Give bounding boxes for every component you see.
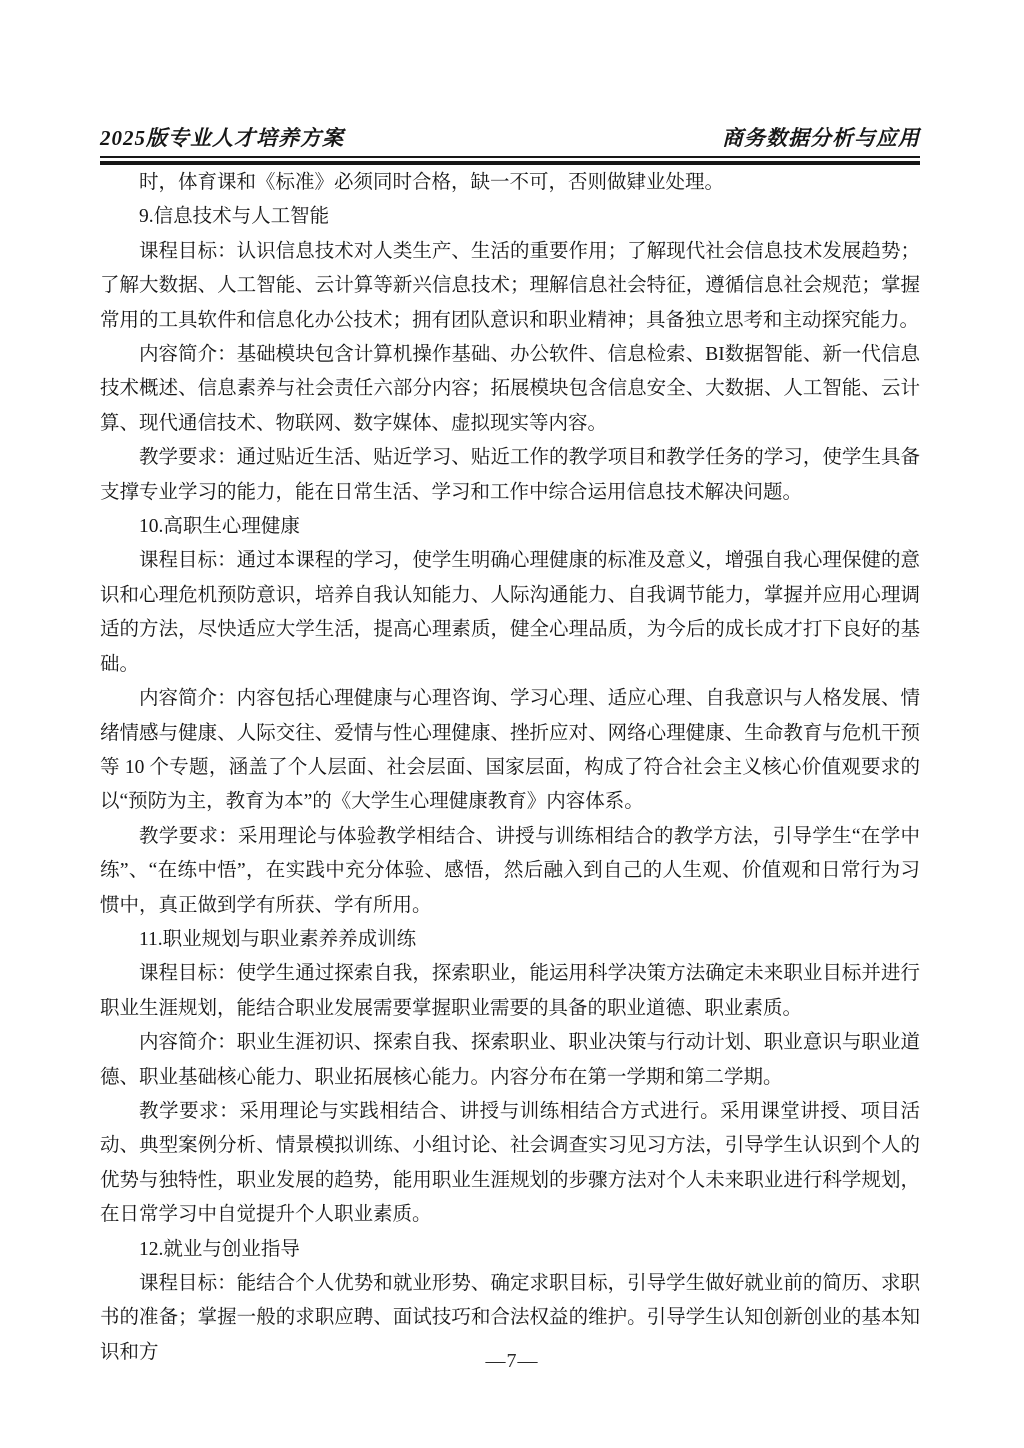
paragraph: 教学要求：采用理论与实践相结合、讲授与训练相结合方式进行。采用课堂讲授、项目活动、典型案例分析、情景模拟训练、小组讨论、社会调查实习见习方法，引导学生认识到个人的优势与独特性，职业发展的趋势，能用职业生涯规划的步骤方法对个人未来职业进行科学规划，在日常学习中自觉提升个人职业素质。 (100, 1100, 920, 1226)
header-right-title: 商务数据分析与应用 (722, 126, 920, 150)
paragraph: 内容简介：基础模块包含计算机操作基础、办公软件、信息检索、BI数据智能、新一代信息技术概述、信息素养与社会责任六部分内容；拓展模块包含信息安全、大数据、人工智能、云计算、现代通信技术、物联网、数字媒体、虚拟现实等内容。 (100, 344, 920, 434)
paragraph: 课程目标：通过本课程的学习，使学生明确心理健康的标准及意义，增强自我心理保健的意识和心理危机预防意识，培养自我认知能力、人际沟通能力、自我调节能力，掌握并应用心理调适的方法，尽快适应大学生活，提高心理素质，健全心理品质，为今后的成长成才打下良好的基础。 (100, 550, 920, 675)
paragraph: 课程目标：使学生通过探索自我，探索职业，能运用科学决策方法确定未来职业目标并进行职业生涯规划，能结合职业发展需要掌握职业需要的具备的职业道德、职业素质。 (100, 963, 920, 1019)
page-number: —7— (485, 1350, 539, 1372)
paragraph: 课程目标：能结合个人优势和就业形势、确定求职目标，引导学生做好就业前的简历、求职书的准备；掌握一般的求职应聘、面试技巧和合法权益的维护。引导学生认知创新创业的基本知识和方 (100, 1273, 920, 1363)
section-heading: 12.就业与创业指导 (139, 1238, 300, 1260)
header-title-row (100, 122, 920, 158)
paragraph-continuation: 时，体育课和《标准》必须同时合格，缺一不可，否则做肄业处理。 (139, 172, 725, 193)
document-body (100, 166, 920, 1370)
section-heading: 11.职业规划与职业素养养成训练 (139, 928, 417, 950)
header-rule (100, 161, 920, 165)
section-heading: 10.高职生心理健康 (139, 516, 300, 538)
paragraph: 内容简介：职业生涯初识、探索自我、探索职业、职业决策与行动计划、职业意识与职业道德、职业基础核心能力、职业拓展核心能力。内容分布在第一学期和第二学期。 (100, 1032, 920, 1088)
page-header (100, 122, 920, 165)
paragraph: 教学要求：采用理论与体验教学相结合、讲授与训练相结合的教学方法，引导学生“在学中练”、“在练中悟”，在实践中充分体验、感悟，然后融入到自己的人生观、价值观和日常行为习惯中，真正做到学有所获、学有所用。 (100, 825, 920, 916)
paragraph: 课程目标：认识信息技术对人类生产、生活的重要作用；了解现代社会信息技术发展趋势；了解大数据、人工智能、云计算等新兴信息技术；理解信息社会特征，遵循信息社会规范；掌握常用的工具软件和信息化办公技术；拥有团队意识和职业精神；具备独立思考和主动探究能力。 (100, 240, 920, 331)
header-left-title: 2025版专业人才培养方案 (100, 126, 344, 150)
paragraph: 教学要求：通过贴近生活、贴近学习、贴近工作的教学项目和教学任务的学习，使学生具备支撑专业学习的能力，能在日常生活、学习和工作中综合运用信息技术解决问题。 (100, 447, 920, 503)
page-footer (0, 1350, 1024, 1373)
section-heading: 9.信息技术与人工智能 (139, 206, 330, 228)
paragraph: 内容简介：内容包括心理健康与心理咨询、学习心理、适应心理、自我意识与人格发展、情绪情感与健康、人际交往、爱情与性心理健康、挫折应对、网络心理健康、生命教育与危机干预等 10 个专题，涵盖了个人层面、社会层面、国家层面，构成了符合社会主义核心价值观要求的以“预防为主，教育为本”的《大学生心理健康教育》内容体系。 (100, 688, 920, 813)
